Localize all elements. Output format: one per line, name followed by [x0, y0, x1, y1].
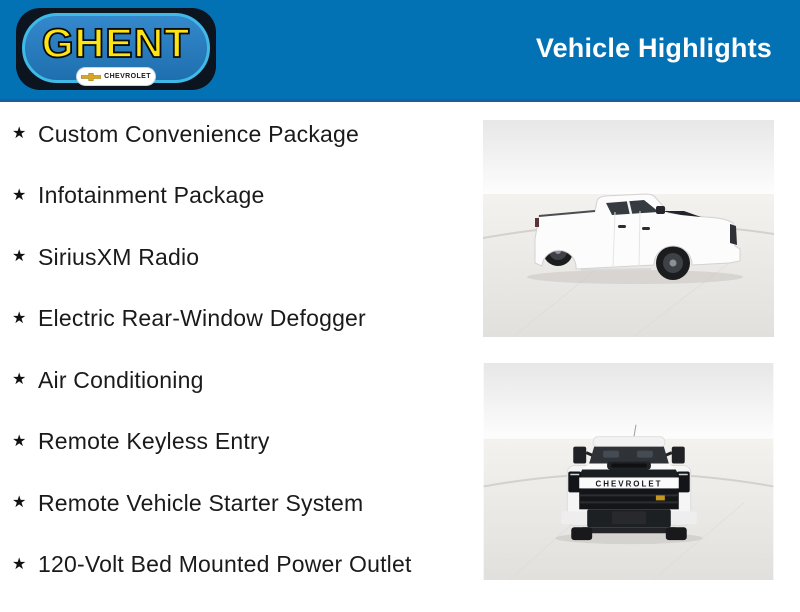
- feature-label: Electric Rear-Window Defogger: [38, 305, 366, 331]
- vehicle-photos: [483, 120, 800, 612]
- star-bullet-icon: ★: [12, 248, 27, 265]
- brand-pill: [77, 68, 155, 85]
- feature-label: Remote Keyless Entry: [38, 428, 270, 454]
- side-mirror: [656, 206, 665, 214]
- license-plate-recess: [612, 511, 646, 524]
- feature-item: [12, 551, 483, 579]
- star-bullet-icon: ★: [12, 555, 27, 573]
- star-bullet-icon: ★: [12, 432, 27, 450]
- feature-label: Air Conditioning: [38, 366, 204, 393]
- feature-item: [12, 428, 483, 456]
- star-bullet-icon: ★: [12, 371, 27, 388]
- feature-item: [12, 489, 483, 517]
- content: [0, 102, 800, 612]
- cab-roof: [593, 437, 665, 448]
- star-bullet-icon: ★: [12, 186, 27, 204]
- feature-item: [12, 182, 483, 210]
- feature-label: 120-Volt Bed Mounted Power Outlet: [38, 551, 412, 577]
- right-tow-mirror: [672, 447, 685, 464]
- brand-name: CHEVROLET: [104, 73, 151, 80]
- feature-label: Infotainment Package: [38, 182, 265, 208]
- star-bullet-icon: ★: [12, 125, 27, 142]
- tail-lamp: [535, 218, 539, 227]
- windshield: [589, 447, 669, 464]
- feature-item: [12, 366, 483, 394]
- star-bullet-icon: ★: [12, 494, 27, 511]
- left-tow-mirror: [573, 447, 586, 464]
- feature-item: [12, 243, 483, 271]
- chevrolet-bowtie-icon: [81, 73, 101, 81]
- feature-item: [12, 120, 483, 148]
- feature-label: Custom Convenience Package: [38, 120, 359, 147]
- star-bullet-icon: ★: [12, 309, 27, 327]
- page-title: Vehicle Highlights: [535, 33, 772, 63]
- feature-label: SiriusXM Radio: [38, 243, 200, 270]
- dealer-name: GHENT: [41, 20, 191, 66]
- dealer-logo: [16, 8, 216, 90]
- features-list: [0, 120, 483, 612]
- grille-bowtie-badge: [656, 495, 665, 500]
- left-tire: [571, 527, 592, 540]
- vehicle-photo-front-view: [483, 363, 774, 580]
- grille-lettering: CHEVROLET: [595, 479, 663, 489]
- feature-item: [12, 305, 483, 333]
- feature-label: Remote Vehicle Starter System: [38, 489, 364, 516]
- right-tire: [666, 527, 687, 540]
- front-grille: [730, 224, 737, 245]
- vehicle-photo-side-view: [483, 120, 774, 337]
- front-wheel: [656, 246, 690, 280]
- header: [0, 0, 800, 102]
- grille-top-band: [578, 470, 680, 478]
